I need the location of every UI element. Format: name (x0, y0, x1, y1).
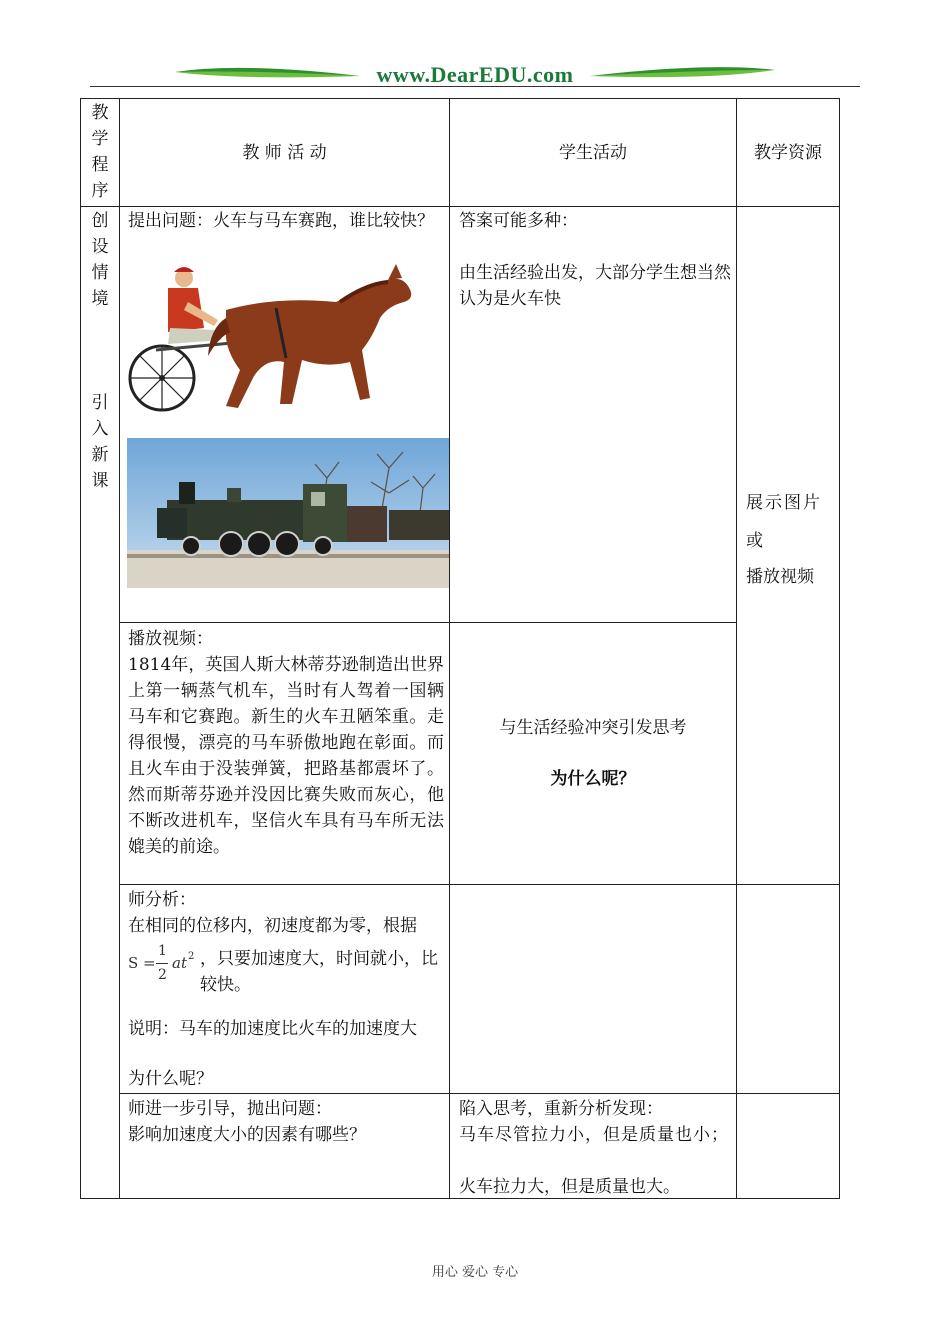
section-label-introduce-lesson: 引入新课 (91, 393, 109, 491)
table-border-top (80, 98, 840, 99)
formula-numerator: 1 (158, 943, 167, 959)
lesson-plan-table (80, 98, 841, 1199)
resource-play-video: 播放视频 (746, 567, 814, 587)
formula-at: at (172, 954, 187, 972)
teacher-play-video-title: 播放视频： (128, 629, 213, 649)
resource-show-pictures: 展示图片 (746, 493, 822, 513)
table-divider (80, 206, 840, 207)
table-divider (119, 1093, 840, 1094)
teacher-factors-question: 影响加速度大小的因素有哪些？ (128, 1125, 366, 1145)
table-divider (119, 884, 840, 885)
formula-exponent: 2 (188, 951, 195, 962)
student-reanalysis: 陷入思考，重新分析发现： (459, 1099, 663, 1119)
teacher-formula-line (128, 943, 448, 995)
teacher-analysis-line: 在相同的位移内，初速度都为零，根据 (128, 916, 417, 936)
header-teacher-activity: 教 师 活 动 (242, 143, 327, 163)
student-why-question: 为什么呢？ (550, 769, 636, 789)
formula-denominator: 2 (158, 967, 167, 983)
page-footer: 用心 爱心 专心 (431, 1265, 519, 1280)
teacher-why-question: 为什么呢？ (128, 1069, 213, 1089)
table-divider (119, 98, 120, 1199)
student-answer-train-faster: 由生活经验出发，大部分学生想当然认为是火车快 (459, 263, 731, 309)
student-answer-varied: 答案可能多种： (459, 211, 578, 231)
section-label-create-context: 创设情境 (91, 211, 109, 309)
header-resources: 教学资源 (754, 143, 822, 163)
header-student-activity: 学生活动 (559, 143, 627, 163)
teacher-question: 提出问题：火车与马车赛跑，谁比较快？ (128, 211, 434, 231)
header-procedure: 教学程序 (91, 103, 109, 201)
student-carriage-finding: 马车尽管拉力小，但是质量也小； (459, 1125, 729, 1145)
teacher-analysis-title: 师分析： (128, 890, 196, 910)
site-logo-text[interactable]: www.DearEDU.com (376, 62, 574, 87)
resource-or: 或 (746, 531, 763, 551)
table-border-left (80, 98, 81, 1199)
teacher-video-story: 1814年，英国人斯大林蒂芬逊制造出世界上第一辆蒸气机车，当时有人驾着一国辆马车和它赛跑。新生的火车丑陋笨重。走得很慢，漂亮的马车骄傲地跑在彰面。而且火车由于没装弹簧，把路基都震坏了。然而斯蒂芬逊并没因比赛失败而灰心，他不断改进机车，坚信火车具有马车所无法媲美的前途。 (128, 655, 444, 857)
student-conflict-thinking: 与生活经验冲突引发思考 (499, 718, 687, 738)
header-rule (90, 86, 860, 87)
table-border-right (839, 98, 840, 1199)
teacher-explanation: 说明：马车的加速度比火车的加速度大 (128, 1019, 417, 1039)
table-divider (736, 98, 737, 1199)
steam-train-picture (127, 438, 449, 588)
horse-carriage-picture (126, 258, 426, 418)
table-divider (119, 622, 737, 623)
formula-s: S = (128, 954, 156, 972)
teacher-guide: 师进一步引导，抛出问题： (128, 1099, 332, 1119)
teacher-analysis-conclusion: ，只要加速度大，时间就小，比较快。 (200, 949, 438, 995)
table-divider (449, 98, 450, 1199)
student-train-finding: 火车拉力大，但是质量也大。 (459, 1177, 680, 1197)
